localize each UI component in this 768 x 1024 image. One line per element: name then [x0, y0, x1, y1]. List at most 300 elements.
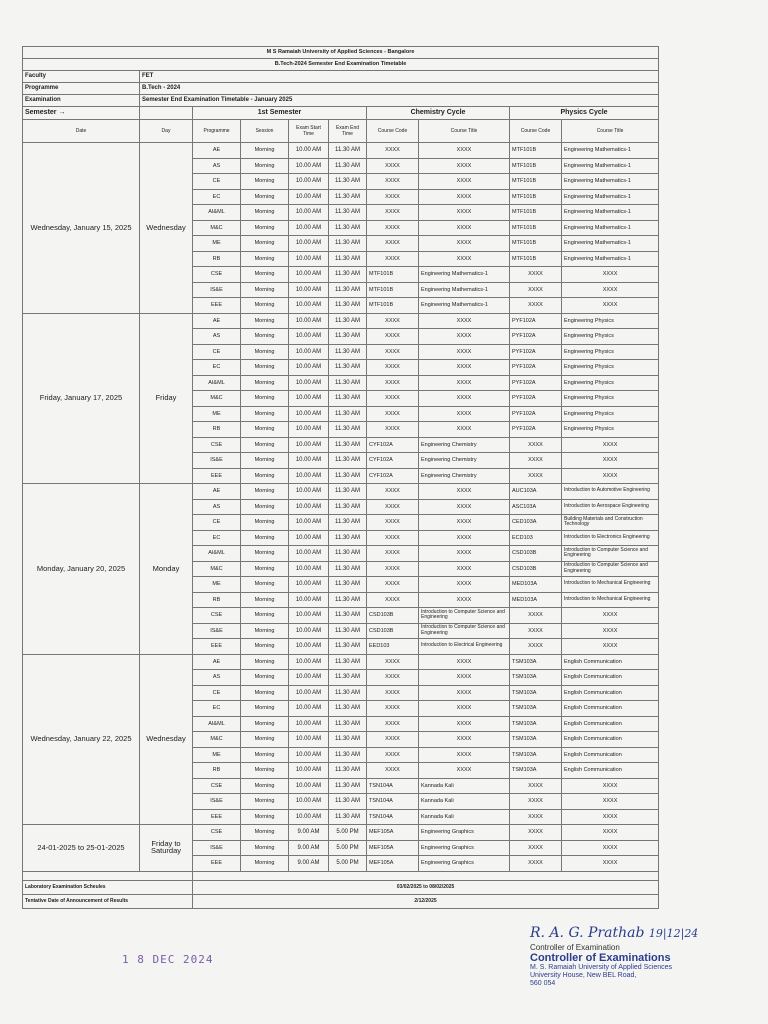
column-header: Course Code	[367, 120, 419, 143]
exam-end-time: 11.30 AM	[329, 763, 367, 779]
exam-end-time: 11.30 AM	[329, 158, 367, 174]
chem-course-code: XXXX	[367, 732, 419, 748]
phys-course-code: PYF102A	[510, 344, 562, 360]
session: Morning	[241, 561, 289, 577]
chem-course-title: Engineering Graphics	[419, 856, 510, 872]
chem-course-title: Kannada Kali	[419, 794, 510, 810]
exam-end-time: 11.30 AM	[329, 747, 367, 763]
session: Morning	[241, 530, 289, 546]
phys-course-code: CSD103B	[510, 561, 562, 577]
programme: CSE	[193, 608, 241, 624]
exam-end-time: 11.30 AM	[329, 794, 367, 810]
exam-start-time: 10.00 AM	[289, 701, 329, 717]
programme: AI&ML	[193, 205, 241, 221]
programme: EC	[193, 701, 241, 717]
phys-course-code: XXXX	[510, 623, 562, 639]
programme: ME	[193, 747, 241, 763]
session: Morning	[241, 608, 289, 624]
session: Morning	[241, 375, 289, 391]
programme: ME	[193, 577, 241, 593]
session: Morning	[241, 143, 289, 159]
exam-day: Friday to Saturday	[140, 825, 193, 872]
phys-course-code: PYF102A	[510, 422, 562, 438]
session: Morning	[241, 732, 289, 748]
chem-course-title: XXXX	[419, 313, 510, 329]
session: Morning	[241, 360, 289, 376]
programme: CE	[193, 515, 241, 531]
chem-course-code: TSN104A	[367, 778, 419, 794]
phys-course-title: English Communication	[562, 732, 659, 748]
programme: AI&ML	[193, 546, 241, 562]
programme: AE	[193, 484, 241, 500]
session: Morning	[241, 639, 289, 655]
timetable-sheet	[22, 46, 658, 909]
programme: EEE	[193, 639, 241, 655]
programme: M&C	[193, 561, 241, 577]
chem-course-code: XXXX	[367, 158, 419, 174]
table-row	[23, 484, 659, 500]
programme: IS&E	[193, 282, 241, 298]
session: Morning	[241, 763, 289, 779]
exam-end-time: 11.30 AM	[329, 236, 367, 252]
chem-course-code: TSN104A	[367, 794, 419, 810]
session: Morning	[241, 391, 289, 407]
exam-start-time: 10.00 AM	[289, 189, 329, 205]
chem-course-code: XXXX	[367, 313, 419, 329]
chem-course-title: XXXX	[419, 236, 510, 252]
chem-course-code: XXXX	[367, 577, 419, 593]
column-header: Course Title	[562, 120, 659, 143]
exam-start-time: 10.00 AM	[289, 236, 329, 252]
phys-course-code: MTF101B	[510, 158, 562, 174]
chem-course-code: CSD103B	[367, 608, 419, 624]
meta-value: FET	[140, 71, 659, 83]
session: Morning	[241, 437, 289, 453]
chem-course-code: XXXX	[367, 236, 419, 252]
chem-course-title: Kannada Kali	[419, 809, 510, 825]
exam-end-time: 11.30 AM	[329, 716, 367, 732]
exam-start-time: 9.00 AM	[289, 856, 329, 872]
phys-course-code: MTF101B	[510, 189, 562, 205]
chem-course-title: XXXX	[419, 375, 510, 391]
chem-course-code: XXXX	[367, 701, 419, 717]
programme: AE	[193, 143, 241, 159]
exam-date: Wednesday, January 22, 2025	[23, 654, 140, 825]
exam-end-time: 11.30 AM	[329, 592, 367, 608]
chem-course-title: XXXX	[419, 716, 510, 732]
chem-course-code: XXXX	[367, 654, 419, 670]
exam-end-time: 11.30 AM	[329, 670, 367, 686]
phys-course-title: XXXX	[562, 840, 659, 856]
programme: IS&E	[193, 453, 241, 469]
programme: IS&E	[193, 840, 241, 856]
chem-course-title: Engineering Chemistry	[419, 437, 510, 453]
meta-label: Programme	[23, 83, 140, 95]
exam-end-time: 11.30 AM	[329, 561, 367, 577]
chem-course-code: XXXX	[367, 422, 419, 438]
programme: EEE	[193, 856, 241, 872]
session: Morning	[241, 267, 289, 283]
chem-course-title: XXXX	[419, 654, 510, 670]
exam-end-time: 11.30 AM	[329, 809, 367, 825]
session: Morning	[241, 313, 289, 329]
programme: AE	[193, 313, 241, 329]
session: Morning	[241, 685, 289, 701]
column-header: Programme	[193, 120, 241, 143]
phys-course-code: CSD103B	[510, 546, 562, 562]
programme: EEE	[193, 298, 241, 314]
exam-start-time: 10.00 AM	[289, 732, 329, 748]
exam-start-time: 9.00 AM	[289, 840, 329, 856]
chem-course-title: Introduction to Computer Science and Engineering	[419, 608, 510, 624]
exam-end-time: 11.30 AM	[329, 174, 367, 190]
chem-course-code: XXXX	[367, 189, 419, 205]
session: Morning	[241, 577, 289, 593]
chem-course-title: XXXX	[419, 205, 510, 221]
phys-course-code: XXXX	[510, 840, 562, 856]
chem-course-title: XXXX	[419, 251, 510, 267]
session: Morning	[241, 747, 289, 763]
programme: RB	[193, 592, 241, 608]
chem-course-code: XXXX	[367, 763, 419, 779]
phys-course-title: Engineering Physics	[562, 329, 659, 345]
phys-course-title: Engineering Physics	[562, 375, 659, 391]
phys-course-code: TSM103A	[510, 685, 562, 701]
exam-end-time: 11.30 AM	[329, 251, 367, 267]
phys-course-title: XXXX	[562, 623, 659, 639]
chem-course-title: XXXX	[419, 670, 510, 686]
chem-course-title: XXXX	[419, 360, 510, 376]
programme: AI&ML	[193, 716, 241, 732]
programme: M&C	[193, 732, 241, 748]
phys-course-title: Engineering Mathematics-1	[562, 189, 659, 205]
chem-course-code: XXXX	[367, 360, 419, 376]
chem-course-code: XXXX	[367, 174, 419, 190]
phys-course-code: XXXX	[510, 825, 562, 841]
programme: IS&E	[193, 794, 241, 810]
chem-course-title: Engineering Chemistry	[419, 468, 510, 484]
exam-start-time: 10.00 AM	[289, 623, 329, 639]
session: Morning	[241, 422, 289, 438]
phys-course-code: TSM103A	[510, 747, 562, 763]
exam-end-time: 11.30 AM	[329, 143, 367, 159]
exam-start-time: 10.00 AM	[289, 205, 329, 221]
chem-course-title: XXXX	[419, 422, 510, 438]
table-row	[23, 825, 659, 841]
session: Morning	[241, 809, 289, 825]
programme: EC	[193, 189, 241, 205]
phys-course-code: MED103A	[510, 577, 562, 593]
phys-course-title: Engineering Mathematics-1	[562, 158, 659, 174]
exam-end-time: 11.30 AM	[329, 577, 367, 593]
phys-course-title: Introduction to Electronics Engineering	[562, 530, 659, 546]
chem-course-code: XXXX	[367, 716, 419, 732]
footer-value: 2/12/2025	[193, 894, 659, 908]
phys-course-code: XXXX	[510, 778, 562, 794]
chem-course-title: Introduction to Electrical Engineering	[419, 639, 510, 655]
phys-course-title: XXXX	[562, 608, 659, 624]
chem-course-code: XXXX	[367, 499, 419, 515]
chem-course-code: MEF105A	[367, 840, 419, 856]
chem-course-code: XXXX	[367, 220, 419, 236]
phys-course-title: Engineering Physics	[562, 313, 659, 329]
session: Morning	[241, 592, 289, 608]
column-header: Course Title	[419, 120, 510, 143]
programme: M&C	[193, 220, 241, 236]
session: Morning	[241, 825, 289, 841]
chem-course-title: Engineering Chemistry	[419, 453, 510, 469]
session: Morning	[241, 158, 289, 174]
exam-start-time: 10.00 AM	[289, 747, 329, 763]
phys-course-title: XXXX	[562, 267, 659, 283]
column-header: Day	[140, 120, 193, 143]
programme: CE	[193, 174, 241, 190]
exam-start-time: 10.00 AM	[289, 685, 329, 701]
exam-end-time: 11.30 AM	[329, 220, 367, 236]
exam-day: Friday	[140, 313, 193, 484]
chem-course-title: XXXX	[419, 329, 510, 345]
programme: CE	[193, 685, 241, 701]
exam-start-time: 10.00 AM	[289, 670, 329, 686]
programme: CE	[193, 344, 241, 360]
received-date-stamp: 1 8 DEC 2024	[122, 953, 214, 966]
table-row	[23, 313, 659, 329]
phys-course-code: PYF102A	[510, 329, 562, 345]
session: Morning	[241, 484, 289, 500]
chem-course-title: XXXX	[419, 143, 510, 159]
exam-start-time: 10.00 AM	[289, 453, 329, 469]
session: Morning	[241, 546, 289, 562]
exam-end-time: 11.30 AM	[329, 298, 367, 314]
exam-start-time: 10.00 AM	[289, 391, 329, 407]
chem-course-title: XXXX	[419, 484, 510, 500]
phys-course-title: Engineering Physics	[562, 344, 659, 360]
phys-course-title: Engineering Mathematics-1	[562, 220, 659, 236]
exam-start-time: 10.00 AM	[289, 809, 329, 825]
phys-course-title: Introduction to Computer Science and Engineering	[562, 561, 659, 577]
phys-course-code: MTF101B	[510, 143, 562, 159]
phys-course-title: Introduction to Mechanical Engineering	[562, 577, 659, 593]
session: Morning	[241, 251, 289, 267]
official-address: University House, New BEL Road,	[530, 972, 637, 979]
exam-end-time: 5.00 PM	[329, 840, 367, 856]
session: Morning	[241, 716, 289, 732]
exam-start-time: 10.00 AM	[289, 298, 329, 314]
phys-course-code: TSM103A	[510, 701, 562, 717]
exam-start-time: 10.00 AM	[289, 608, 329, 624]
exam-end-time: 11.30 AM	[329, 654, 367, 670]
phys-course-title: Engineering Physics	[562, 391, 659, 407]
exam-date: Friday, January 17, 2025	[23, 313, 140, 484]
phys-course-title: English Communication	[562, 670, 659, 686]
phys-course-title: XXXX	[562, 639, 659, 655]
exam-start-time: 10.00 AM	[289, 546, 329, 562]
phys-course-title: XXXX	[562, 778, 659, 794]
phys-course-title: Engineering Mathematics-1	[562, 205, 659, 221]
semester-label: Semester →	[23, 107, 140, 120]
exam-start-time: 9.00 AM	[289, 825, 329, 841]
exam-end-time: 11.30 AM	[329, 732, 367, 748]
chem-course-title: Engineering Mathematics-1	[419, 298, 510, 314]
exam-end-time: 11.30 AM	[329, 468, 367, 484]
programme: ME	[193, 236, 241, 252]
programme: AS	[193, 670, 241, 686]
phys-course-title: Engineering Mathematics-1	[562, 174, 659, 190]
phys-course-code: MTF101B	[510, 205, 562, 221]
phys-course-code: XXXX	[510, 809, 562, 825]
chem-course-code: XXXX	[367, 375, 419, 391]
phys-course-title: XXXX	[562, 298, 659, 314]
session: Morning	[241, 220, 289, 236]
exam-start-time: 10.00 AM	[289, 267, 329, 283]
footer-label: Tentative Date of Announcement of Results	[23, 894, 193, 908]
chem-course-code: XXXX	[367, 406, 419, 422]
chem-course-code: XXXX	[367, 143, 419, 159]
exam-end-time: 11.30 AM	[329, 205, 367, 221]
phys-course-title: Introduction to Computer Science and Engineering	[562, 546, 659, 562]
chem-course-code: MTF101B	[367, 267, 419, 283]
exam-start-time: 10.00 AM	[289, 406, 329, 422]
exam-date: Monday, January 20, 2025	[23, 484, 140, 655]
exam-start-time: 10.00 AM	[289, 592, 329, 608]
exam-end-time: 11.30 AM	[329, 329, 367, 345]
chem-course-code: CYF102A	[367, 468, 419, 484]
phys-course-code: MTF101B	[510, 236, 562, 252]
session: Morning	[241, 329, 289, 345]
exam-end-time: 11.30 AM	[329, 189, 367, 205]
chem-course-code: XXXX	[367, 484, 419, 500]
timetable-title: B.Tech-2024 Semester End Examination Timetable	[23, 59, 659, 71]
programme: ME	[193, 406, 241, 422]
chem-course-title: XXXX	[419, 499, 510, 515]
chem-course-title: XXXX	[419, 577, 510, 593]
phys-course-code: TSM103A	[510, 763, 562, 779]
phys-course-code: MTF101B	[510, 251, 562, 267]
chemistry-cycle-header: Chemistry Cycle	[367, 107, 510, 120]
programme: CSE	[193, 778, 241, 794]
handwritten-signature: R. A. G. Prathab 19|12|24	[530, 925, 699, 941]
chem-course-title: XXXX	[419, 391, 510, 407]
phys-course-code: PYF102A	[510, 391, 562, 407]
chem-course-code: XXXX	[367, 592, 419, 608]
programme: RB	[193, 422, 241, 438]
exam-end-time: 11.30 AM	[329, 422, 367, 438]
exam-start-time: 10.00 AM	[289, 499, 329, 515]
programme: M&C	[193, 391, 241, 407]
university-name: M S Ramaiah University of Applied Sciences - Bangalore	[23, 47, 659, 59]
session: Morning	[241, 623, 289, 639]
chem-course-code: XXXX	[367, 205, 419, 221]
session: Morning	[241, 654, 289, 670]
phys-course-code: CED103A	[510, 515, 562, 531]
chem-course-title: XXXX	[419, 344, 510, 360]
chem-course-title: Engineering Graphics	[419, 840, 510, 856]
programme: CSE	[193, 437, 241, 453]
phys-course-code: PYF102A	[510, 313, 562, 329]
exam-start-time: 10.00 AM	[289, 468, 329, 484]
session: Morning	[241, 840, 289, 856]
phys-course-title: XXXX	[562, 468, 659, 484]
phys-course-title: Engineering Physics	[562, 406, 659, 422]
exam-date: Wednesday, January 15, 2025	[23, 143, 140, 314]
chem-course-code: XXXX	[367, 685, 419, 701]
phys-course-title: English Communication	[562, 685, 659, 701]
programme: EC	[193, 530, 241, 546]
session: Morning	[241, 453, 289, 469]
chem-course-title: XXXX	[419, 174, 510, 190]
semester-name: 1st Semester	[193, 107, 367, 120]
exam-end-time: 11.30 AM	[329, 360, 367, 376]
chem-course-code: MEF105A	[367, 825, 419, 841]
exam-end-time: 11.30 AM	[329, 608, 367, 624]
phys-course-code: XXXX	[510, 468, 562, 484]
exam-end-time: 11.30 AM	[329, 344, 367, 360]
exam-end-time: 11.30 AM	[329, 515, 367, 531]
phys-course-code: ECD103	[510, 530, 562, 546]
chem-course-code: XXXX	[367, 670, 419, 686]
chem-course-title: Engineering Graphics	[419, 825, 510, 841]
exam-end-time: 11.30 AM	[329, 406, 367, 422]
exam-day: Monday	[140, 484, 193, 655]
column-header: Exam End Time	[329, 120, 367, 143]
phys-course-title: English Communication	[562, 716, 659, 732]
session: Morning	[241, 282, 289, 298]
phys-course-code: XXXX	[510, 267, 562, 283]
chem-course-code: XXXX	[367, 515, 419, 531]
phys-course-title: XXXX	[562, 856, 659, 872]
exam-end-time: 11.30 AM	[329, 546, 367, 562]
exam-start-time: 10.00 AM	[289, 282, 329, 298]
session: Morning	[241, 205, 289, 221]
session: Morning	[241, 499, 289, 515]
phys-course-title: Engineering Physics	[562, 360, 659, 376]
chem-course-code: XXXX	[367, 391, 419, 407]
session: Morning	[241, 778, 289, 794]
phys-course-title: English Communication	[562, 763, 659, 779]
phys-course-title: XXXX	[562, 825, 659, 841]
phys-course-code: XXXX	[510, 794, 562, 810]
chem-course-title: XXXX	[419, 220, 510, 236]
chem-course-title: Engineering Mathematics-1	[419, 267, 510, 283]
exam-start-time: 10.00 AM	[289, 639, 329, 655]
chem-course-code: MEF105A	[367, 856, 419, 872]
programme: RB	[193, 763, 241, 779]
exam-end-time: 11.30 AM	[329, 267, 367, 283]
programme: AS	[193, 158, 241, 174]
programme: AI&ML	[193, 375, 241, 391]
phys-course-title: English Communication	[562, 747, 659, 763]
phys-course-title: Introduction to Mechanical Engineering	[562, 592, 659, 608]
column-header: Date	[23, 120, 140, 143]
phys-course-code: XXXX	[510, 856, 562, 872]
phys-course-title: Introduction to Aerospace Engineering	[562, 499, 659, 515]
session: Morning	[241, 670, 289, 686]
phys-course-code: TSM103A	[510, 654, 562, 670]
exam-end-time: 11.30 AM	[329, 499, 367, 515]
exam-end-time: 5.00 PM	[329, 825, 367, 841]
chem-course-title: XXXX	[419, 189, 510, 205]
phys-course-code: MED103A	[510, 592, 562, 608]
phys-course-title: Building Materials and Construction Technology	[562, 515, 659, 531]
exam-end-time: 11.30 AM	[329, 375, 367, 391]
phys-course-code: TSM103A	[510, 670, 562, 686]
exam-day: Wednesday	[140, 143, 193, 314]
programme: EC	[193, 360, 241, 376]
chem-course-code: XXXX	[367, 747, 419, 763]
exam-start-time: 10.00 AM	[289, 375, 329, 391]
programme: AS	[193, 499, 241, 515]
exam-end-time: 11.30 AM	[329, 701, 367, 717]
